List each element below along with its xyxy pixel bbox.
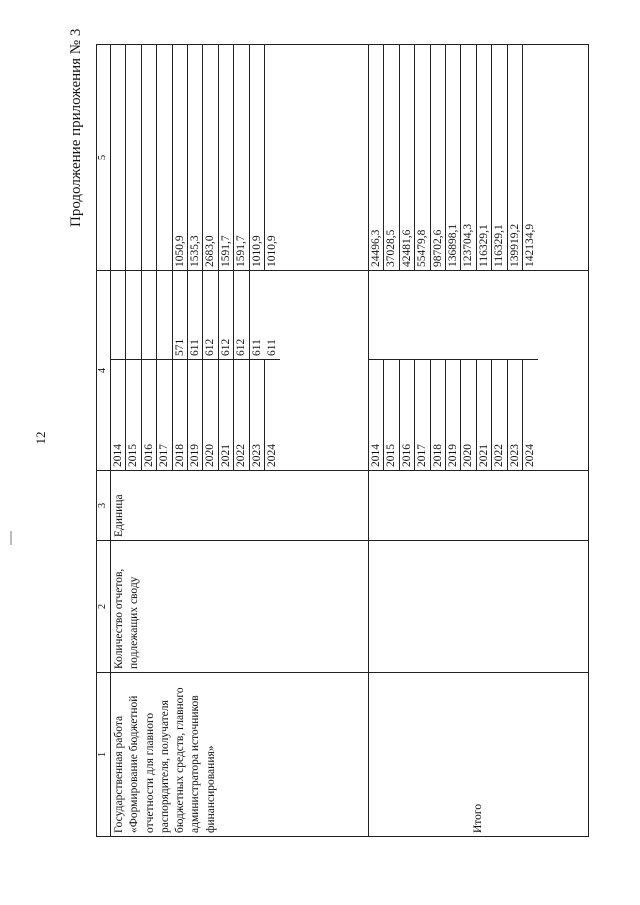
volume-value: 612 <box>234 271 249 359</box>
year-label: 2019 <box>188 360 203 470</box>
year-label: 2015 <box>126 360 141 470</box>
year-label: 2024 <box>265 444 278 467</box>
amount-cell <box>111 45 369 271</box>
year-label: 2016 <box>142 360 157 470</box>
continuation-caption: Продолжение приложения № 3 <box>68 28 84 227</box>
amount-value: 55479,8 <box>415 45 430 270</box>
year-label: 2014 <box>369 360 384 470</box>
volume-value: 612 <box>219 271 234 359</box>
volume-value: 571 <box>173 271 188 359</box>
year-label: 2021 <box>477 360 492 470</box>
year-label: 2017 <box>415 360 430 470</box>
amount-value: 139919,2 <box>508 45 523 270</box>
header-col-3: 3 <box>97 471 111 541</box>
year-label: 2014 <box>111 360 126 470</box>
amount-value: 136898,1 <box>446 45 461 270</box>
year-label: 2015 <box>384 360 399 470</box>
year-value-cell <box>111 271 369 471</box>
volume-value <box>126 271 141 359</box>
page-number: 12 <box>33 431 48 445</box>
table-row-total <box>369 45 589 837</box>
volume-value <box>111 271 126 359</box>
volume-value: 611 <box>265 339 278 356</box>
amount-value: 1010,9 <box>265 235 278 267</box>
year-label: 2024 <box>523 444 536 467</box>
volume-value: 611 <box>250 339 263 356</box>
amount-value <box>142 45 157 270</box>
amount-value: 37028,5 <box>384 45 399 270</box>
year-label: 2023 <box>508 360 523 470</box>
unit-cell: Единица <box>111 471 369 541</box>
work-name-cell: Государственная работа «Формирование бюджетной отчетности для главного распорядителя, получателя бюджетных средств, главного администратора источников финансирования» <box>111 673 369 837</box>
amount-value: 42481,6 <box>400 45 415 270</box>
amount-value <box>126 45 141 270</box>
amount-value: 123704,3 <box>461 45 476 270</box>
amount-value: 142134,9 <box>523 223 536 267</box>
header-col-5: 5 <box>97 45 111 271</box>
year-label: 2023 <box>250 360 265 470</box>
volume-value: 612 <box>203 271 218 359</box>
amount-value: 116329,1 <box>492 45 507 270</box>
total-year-cell <box>369 271 589 471</box>
header-col-1: 1 <box>97 673 111 837</box>
year-label: 2022 <box>492 360 507 470</box>
total-unit-cell <box>369 471 589 541</box>
volume-value <box>157 271 172 359</box>
amount-value <box>111 45 126 270</box>
header-col-2: 2 <box>97 541 111 673</box>
margin-mark <box>10 531 12 545</box>
year-label: 2021 <box>219 360 234 470</box>
amount-value: 98702,6 <box>431 45 446 270</box>
year-label: 2016 <box>400 360 415 470</box>
amount-value: 1010,9 <box>250 45 265 270</box>
year-label: 2022 <box>234 360 249 470</box>
year-label: 2020 <box>461 360 476 470</box>
amount-value: 2683,0 <box>203 45 218 270</box>
data-table <box>96 44 589 837</box>
amount-value <box>157 45 172 270</box>
header-row <box>97 45 111 837</box>
year-label: 2018 <box>173 360 188 470</box>
volume-value: 611 <box>188 271 203 359</box>
amount-value: 1591,7 <box>234 45 249 270</box>
volume-value <box>142 271 157 359</box>
amount-value: 116329,1 <box>477 45 492 270</box>
amount-value: 1535,3 <box>188 45 203 270</box>
header-col-4: 4 <box>97 271 111 471</box>
amount-value: 1591,7 <box>219 45 234 270</box>
amount-value: 1050,9 <box>173 45 188 270</box>
total-indicator-cell <box>369 541 589 673</box>
total-label-cell: Итого <box>369 673 589 837</box>
year-label: 2019 <box>446 360 461 470</box>
amount-value: 24496,3 <box>369 45 384 270</box>
rotated-page-content <box>64 28 582 837</box>
year-label: 2020 <box>203 360 218 470</box>
total-amount-cell <box>369 45 589 271</box>
year-label: 2017 <box>157 360 172 470</box>
table-row <box>111 45 369 837</box>
indicator-cell: Количество отчетов, подлежащих своду <box>111 541 369 673</box>
year-label: 2018 <box>431 360 446 470</box>
